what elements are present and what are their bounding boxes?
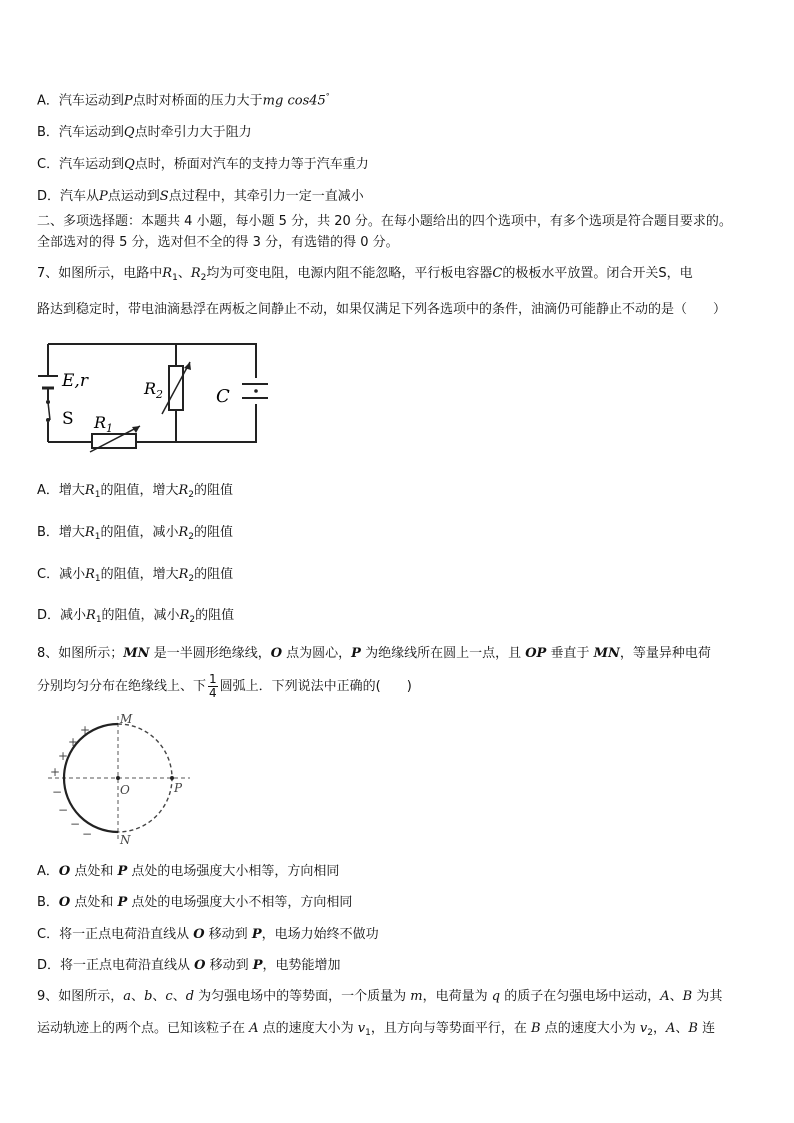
q8-option-a: A．O 点处和 P 点处的电场强度大小相等，方向相同 xyxy=(37,864,340,879)
q8-stem-line1: 8、如图所示；MN 是一半圆形绝缘线，O 点为圆心，P 为绝缘线所在圆上一点，且 OP 垂直于 MN，等量异种电荷 xyxy=(37,646,711,661)
svg-text:−: − xyxy=(58,803,69,817)
svg-text:N: N xyxy=(120,833,131,847)
label-er: E,r xyxy=(62,371,88,391)
q8-option-d: D．将一正点电荷沿直线从 O 移动到 P，电势能增加 xyxy=(37,958,341,973)
q9-stem-line1: 9、如图所示，a、b、c、d 为匀强电场中的等势面，一个质量为 m，电荷量为 q 的质子在匀强电场中运动，A、B 为其 xyxy=(37,989,723,1004)
q7-option-b: B．增大$R_1$的阻值，减小$R_2$的阻值 xyxy=(37,525,234,542)
label-r2: $R_2$ xyxy=(144,379,164,401)
svg-text:−: − xyxy=(70,817,81,831)
q7-stem-line2: 路达到稳定时，带电油滴悬浮在两板之间静止不动，如果仅满足下列各选项中的条件，油滴仍可能静止不动的是（ ） xyxy=(37,302,727,317)
capacitor xyxy=(242,378,268,404)
switch-symbol xyxy=(46,400,50,422)
q6-option-c: C．汽车运动到Q点时，桥面对汽车的支持力等于汽车重力 xyxy=(37,157,369,172)
q8-option-b: B．O 点处和 P 点处的电场强度大小不相等，方向相同 xyxy=(37,895,353,910)
q6-option-a: A．汽车运动到P点时对桥面的压力大于mg cos45° xyxy=(37,92,330,109)
svg-text:+: + xyxy=(50,765,61,779)
circuit-diagram xyxy=(36,338,268,454)
section-heading: 二、多项选择题：本题共 4 小题，每小题 5 分，共 20 分。在每小题给出的四个选项中，有多个选项是符合题目要求的。 xyxy=(37,214,732,229)
svg-text:+: + xyxy=(58,749,69,763)
q8-stem-line2: 分别均匀分布在绝缘线上、下 $\frac{1}{4}$ 圆弧上．下列说法中正确的( ) xyxy=(37,672,412,700)
label-r1: $R_1$ xyxy=(94,413,114,435)
svg-text:M: M xyxy=(120,712,133,726)
svg-text:+: + xyxy=(68,735,79,749)
q6-option-d: D．汽车从P点运动到S点过程中，其牵引力一定一直减小 xyxy=(37,189,364,204)
svg-text:+: + xyxy=(80,723,91,737)
resistor-r2 xyxy=(162,362,191,414)
q7-option-d: D．减小$R_1$的阻值，减小$R_2$的阻值 xyxy=(37,608,235,625)
label-s: S xyxy=(62,409,74,429)
q7-stem-line1: 7、如图所示，电路中$R_1$、$R_2$均为可变电阻，电源内阻不能忽略，平行板电容器C的极板水平放置。闭合开关S，电 xyxy=(37,266,693,283)
q7-option-a: A．增大$R_1$的阻值，增大$R_2$的阻值 xyxy=(37,483,233,500)
q7-option-c: C．减小$R_1$的阻值，增大$R_2$的阻值 xyxy=(37,567,234,584)
svg-text:−: − xyxy=(52,785,63,799)
q6-option-b: B．汽车运动到Q点时牵引力大于阻力 xyxy=(37,125,252,140)
q9-stem-line2: 运动轨迹上的两个点。已知该粒子在 A 点的速度大小为 $v_1$，且方向与等势面平行，在 B 点的速度大小为 $v_2$，A、B 连 xyxy=(37,1021,716,1038)
semicircle-diagram xyxy=(40,710,200,850)
section-note: 全部选对的得 5 分，选对但不全的得 3 分，有选错的得 0 分。 xyxy=(37,235,399,250)
svg-text:P: P xyxy=(174,781,183,795)
q8-option-c: C．将一正点电荷沿直线从 O 移动到 P，电场力始终不做功 xyxy=(37,927,379,942)
battery-symbol xyxy=(38,376,58,388)
svg-text:−: − xyxy=(82,827,93,841)
fraction-one-quarter: $\frac{1}{4}$ xyxy=(209,672,217,700)
svg-text:O: O xyxy=(120,783,130,797)
label-c: C xyxy=(216,386,230,407)
